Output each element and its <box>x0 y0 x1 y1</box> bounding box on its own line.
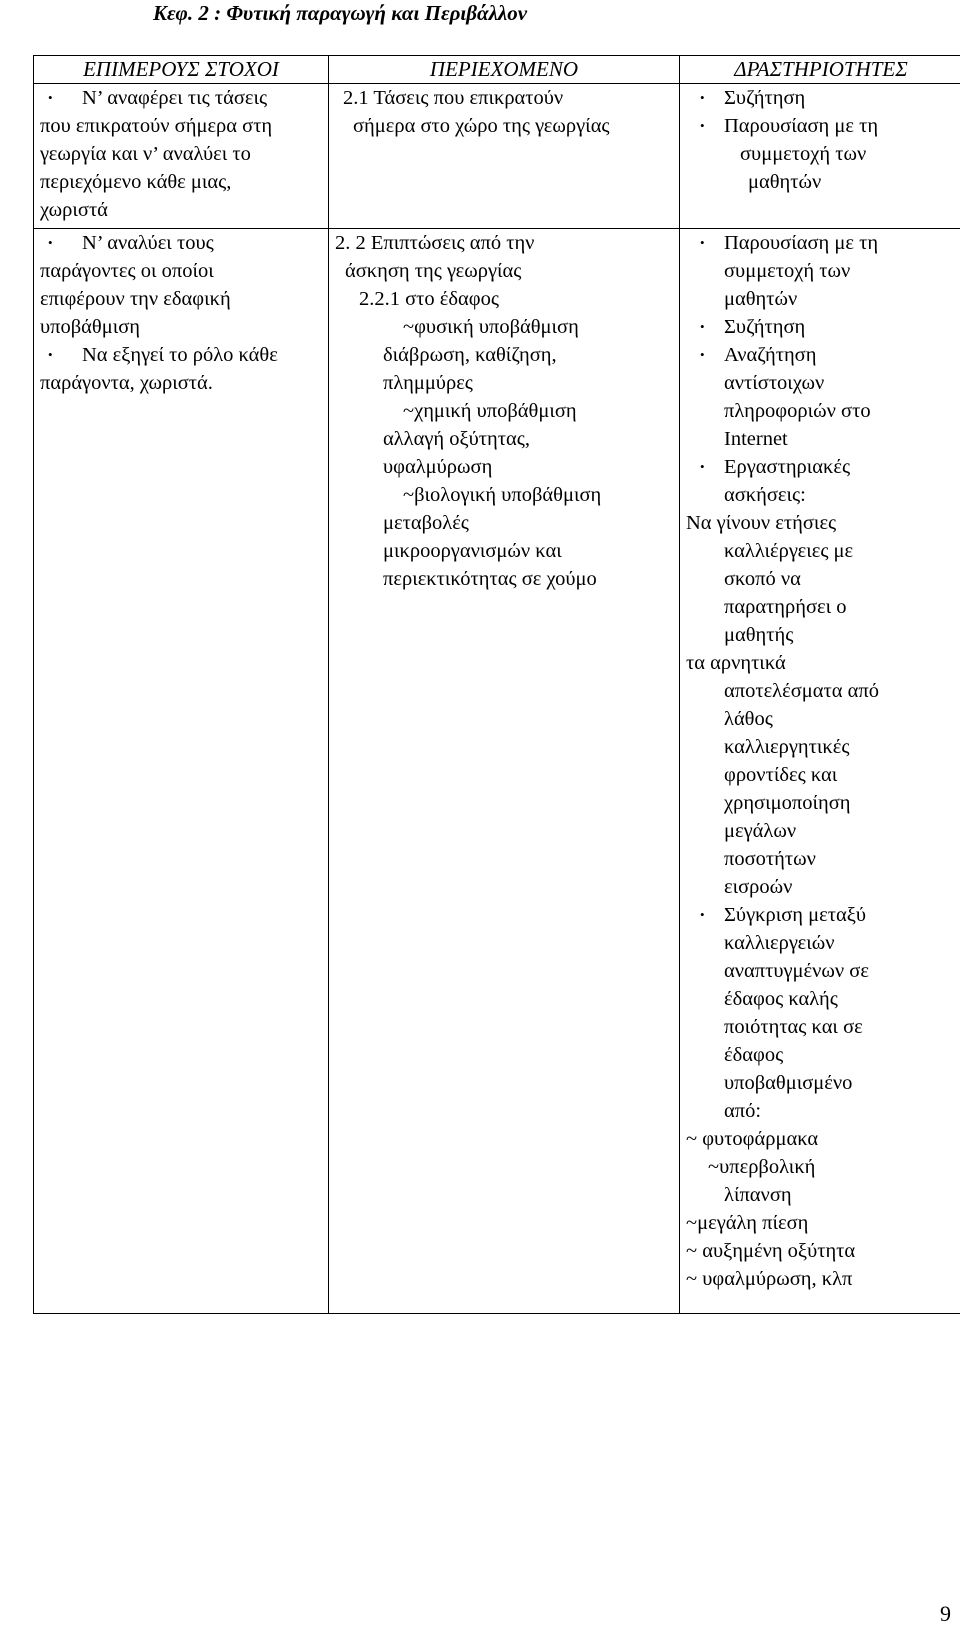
text-line: αποτελέσματα από <box>724 680 879 702</box>
text-line: πλημμύρες <box>383 372 473 394</box>
text-line: 2.2.1 στο έδαφος <box>359 288 499 310</box>
text-line: έδαφος καλής <box>724 988 838 1010</box>
bullet-icon: • <box>48 347 53 362</box>
page-title: Κεφ. 2 : Φυτική παραγωγή και Περιβάλλον <box>152 1 528 25</box>
list-item: • Συζήτηση <box>686 313 956 341</box>
bullet-icon: • <box>700 319 705 334</box>
content-cell <box>329 84 680 229</box>
text-line: καλλιεργειών <box>724 932 835 954</box>
table-row <box>34 84 960 229</box>
text-line: συμμετοχή των <box>740 143 867 165</box>
text-line: φροντίδες και <box>724 764 838 786</box>
content-cell <box>329 229 680 1314</box>
bullet-icon: • <box>700 235 705 250</box>
goals-cell <box>34 84 329 229</box>
table-row <box>34 229 960 1314</box>
list-item: • Ν’ αναφέρει τις τάσεις <box>40 84 322 112</box>
activities-cell <box>680 229 960 1314</box>
text-line: γεωργία και ν’ αναλύει το <box>40 143 251 165</box>
bullet-icon: • <box>700 118 705 133</box>
text-line: σκοπό να <box>724 568 801 590</box>
text-line: αντίστοιχων <box>724 372 825 394</box>
text-line: ποσοτήτων <box>724 848 816 870</box>
text-line: παράγοντες οι οποίοι <box>40 260 214 282</box>
text-line: παράγοντα, χωριστά. <box>40 372 213 394</box>
list-item: • Αναζήτηση <box>686 341 956 369</box>
text-line: μεταβολές <box>383 512 469 534</box>
text-line: αναπτυγμένων σε <box>724 960 869 982</box>
text-line: περιεκτικότητας σε χούμο <box>383 568 597 590</box>
text-line: ~φυσική υποβάθμιση <box>403 316 579 338</box>
bullet-icon: • <box>700 459 705 474</box>
text-line: διάβρωση, καθίζηση, <box>383 344 557 366</box>
list-item: • Συζήτηση <box>686 84 956 112</box>
text-line: Internet <box>724 428 788 450</box>
bullet-icon: • <box>48 90 53 105</box>
list-item: • Παρουσίαση με τη <box>686 112 956 140</box>
text-line: έδαφος <box>724 1044 784 1066</box>
goals-cell <box>34 229 329 1314</box>
bullet-icon: • <box>700 90 705 105</box>
text-line: ~υπερβολική <box>708 1156 816 1178</box>
text-line: τα αρνητικά <box>686 652 786 674</box>
text-line: αλλαγή οξύτητας, <box>383 428 530 450</box>
text-line: περιεχόμενο κάθε μιας, <box>40 171 232 193</box>
text-line: ~ αυξημένη οξύτητα <box>686 1240 856 1262</box>
text-line: καλλιεργητικές <box>724 736 850 758</box>
header-activities: ΔΡΑΣΤΗΡΙΟΤΗΤΕΣ <box>680 56 960 84</box>
text-line: χρησιμοποίηση <box>724 792 851 814</box>
list-item: • Να εξηγεί το ρόλο κάθε <box>40 341 322 369</box>
header-content: ΠΕΡΙΕΧΟΜΕΝΟ <box>329 56 680 84</box>
text-line: ~ υφαλμύρωση, κλπ <box>686 1268 853 1290</box>
text-line: ~βιολογική υποβάθμιση <box>403 484 602 506</box>
text-line: συμμετοχή των <box>724 260 851 282</box>
curriculum-table <box>33 55 960 1314</box>
text-line: λίπανση <box>724 1184 792 1206</box>
text-line: Να γίνουν ετήσιες <box>686 512 837 534</box>
list-item: • Εργαστηριακές <box>686 453 956 481</box>
text-line: άσκηση της γεωργίας <box>345 260 522 282</box>
text-line: ~μεγάλη πίεση <box>686 1212 809 1234</box>
text-line: εισροών <box>724 876 793 898</box>
text-line: που επικρατούν σήμερα στη <box>40 115 273 137</box>
bullet-icon: • <box>48 235 53 250</box>
text-line: καλλιέργειες με <box>724 540 854 562</box>
text-line: ποιότητας και σε <box>724 1016 863 1038</box>
list-item: • Σύγκριση μεταξύ <box>686 901 956 929</box>
text-line: από: <box>724 1100 762 1122</box>
text-line: μαθητής <box>724 624 794 646</box>
activities-cell <box>680 84 960 229</box>
text-line: υφαλμύρωση <box>383 456 493 478</box>
text-line: μικροοργανισμών και <box>383 540 562 562</box>
text-line: χωριστά <box>40 199 108 221</box>
list-item: • Παρουσίαση με τη <box>686 229 956 257</box>
text-line: σήμερα στο χώρο της γεωργίας <box>353 115 610 137</box>
header-goals: ΕΠΙΜΕΡΟΥΣ ΣΤΟΧΟΙ <box>34 56 329 84</box>
list-item: • Ν’ αναλύει τους <box>40 229 322 257</box>
text-line: ~ φυτοφάρμακα <box>686 1128 819 1150</box>
text-line: υποβάθμιση <box>40 316 141 338</box>
text-line: μαθητών <box>748 171 822 193</box>
table-header-row <box>34 56 960 84</box>
text-line: επιφέρουν την εδαφική <box>40 288 231 310</box>
text-line: 2.1 Τάσεις που επικρατούν <box>343 87 564 109</box>
bullet-icon: • <box>700 347 705 362</box>
text-line: μεγάλων <box>724 820 797 842</box>
text-line: ασκήσεις: <box>724 484 806 506</box>
text-line: ~χημική υποβάθμιση <box>403 400 577 422</box>
text-line: παρατηρήσει ο <box>724 596 847 618</box>
text-line: υποβαθμισμένο <box>724 1072 853 1094</box>
text-line: μαθητών <box>724 288 798 310</box>
text-line: λάθος <box>724 708 773 730</box>
text-line: πληροφοριών στο <box>724 400 871 422</box>
page-number: 9 <box>940 1601 951 1626</box>
text-line: 2. 2 Επιπτώσεις από την <box>335 232 535 254</box>
bullet-icon: • <box>700 907 705 922</box>
